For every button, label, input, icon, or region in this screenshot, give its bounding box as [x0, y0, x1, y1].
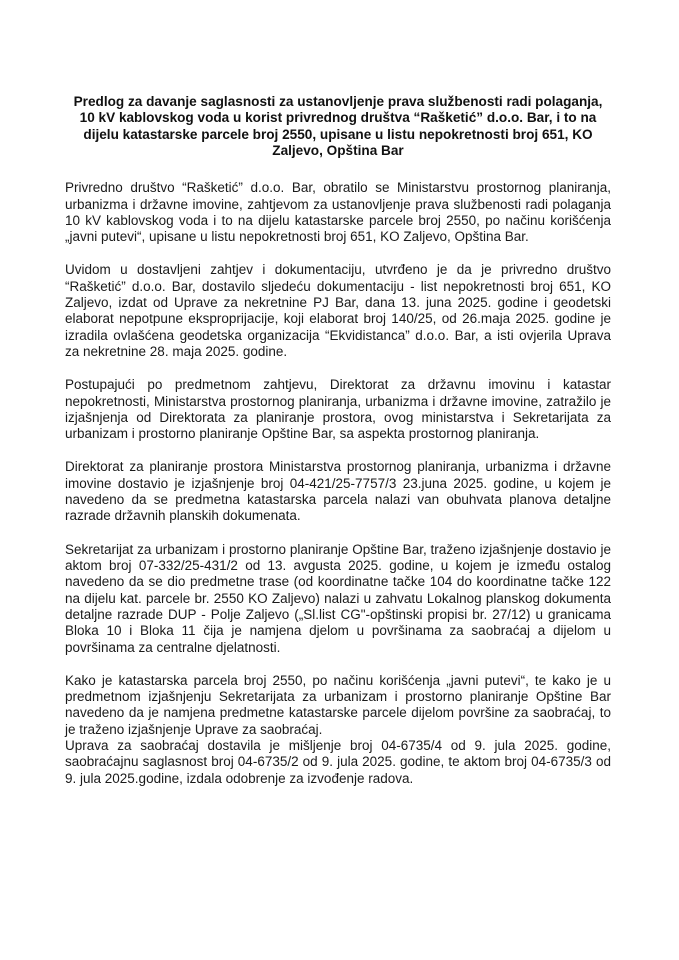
paragraph-directorate-opinion: Direktorat za planiranje prostora Ministarstva prostornog planiranja, urbanizma i državne imovine dostavio je izjašnjenje broj 04-421/25-7757/3 23.juna 2025. godine, u kojem je navedeno da se predmetna katastarska parcela nalazi van obuhvata planova detaljne razrade državnih planskih dokumenata.	[65, 459, 611, 524]
document-page	[65, 94, 611, 804]
paragraph-traffic-approval: Uprava za saobraćaj dostavila je mišljenje broj 04-6735/4 od 9. jula 2025. godine, saobraćajnu saglasnost broj 04-6735/2 od 9. jula 2025. godine, te aktom broj 04-6735/3 od 9. jula 2025.godine, izdala odobrenje za izvođenje radova.	[65, 738, 611, 786]
document-title: Predlog za davanje saglasnosti za ustanovljenje prava službenosti radi polaganja, 10 kV kablovskog voda u korist privrednog društva “Rašketić” d.o.o. Bar, i to na dijelu katastarske parcele broj 2550, upisane u listu nepokretnosti broj 651, KO Zaljevo, Opština Bar	[73, 94, 603, 158]
paragraph-traffic-request: Kako je katastarska parcela broj 2550, po načinu korišćenja „javni putevi“, te kako je u predmetnom izjašnjenju Sekretarijata za urbanizam i prostorno planiranje Opštine Bar navedeno da je namjena predmetne katastarske parcele dijelom površine za saobraćaj, to je traženo izjašnjenje Uprave za saobraćaj.	[65, 672, 611, 737]
paragraph-request: Privredno društvo “Rašketić” d.o.o. Bar, obratilo se Ministarstvu prostornog planiranja, urbanizma i državne imovine, zahtjevom za ustanovljenje prava službenosti radi polaganja 10 kV kablovskog voda i to na dijelu katastarske parcele broj 2550, po načinu korišćenja „javni putevi“, upisane u listu nepokretnosti broj 651, KO Zaljevo, Opština Bar.	[65, 180, 611, 245]
paragraph-secretariat-opinion: Sekretarijat za urbanizam i prostorno planiranje Opštine Bar, traženo izjašnjenje dostavio je aktom broj 07-332/25-431/2 od 13. avgusta 2025. godine, u kojem je između ostalog navedeno da se dio predmetne trase (od koordinatne tačke 104 do koordinatne tačke 122 na dijelu kat. parcele br. 2550 KO Zaljevo) nalazi u zahvatu Lokalnog planskog dokumenta detaljne razrade DUP - Polje Zaljevo („Sl.list CG"-opštinski propisi br. 27/12) u granicama Bloka 10 i Bloka 11 čija je namjena djelom u površinama za saobraćaj a dijelom u površinama za centralne djelatnosti.	[65, 541, 611, 655]
paragraph-documentation: Uvidom u dostavljeni zahtjev i dokumentaciju, utvrđeno je da je privredno društvo “Rašketić” d.o.o. Bar, dostavilo sljedeću dokumentaciju - list nepokretnosti broj 651, KO Zaljevo, izdat od Uprave za nekretnine PJ Bar, dana 13. juna 2025. godine i geodetski elaborat nepotpune eksproprijacije, koji elaborat broj 140/25, od 26.maja 2025. godine je izradila ovlašćena geodetska organizacija “Ekvidistanca” d.o.o. Bar, a isti ovjerila Uprava za nekretnine 28. maja 2025. godine.	[65, 262, 611, 360]
paragraph-procedure: Postupajući po predmetnom zahtjevu, Direktorat za državnu imovinu i katastar nepokretnosti, Ministarstva prostornog planiranja, urbanizma i državne imovine, zatražilo je izjašnjenja od Direktorata za planiranje prostora, ovog ministarstva i Sekretarijata za urbanizam i prostorno planiranje Opštine Bar, sa aspekta prostornog planiranja.	[65, 377, 611, 442]
